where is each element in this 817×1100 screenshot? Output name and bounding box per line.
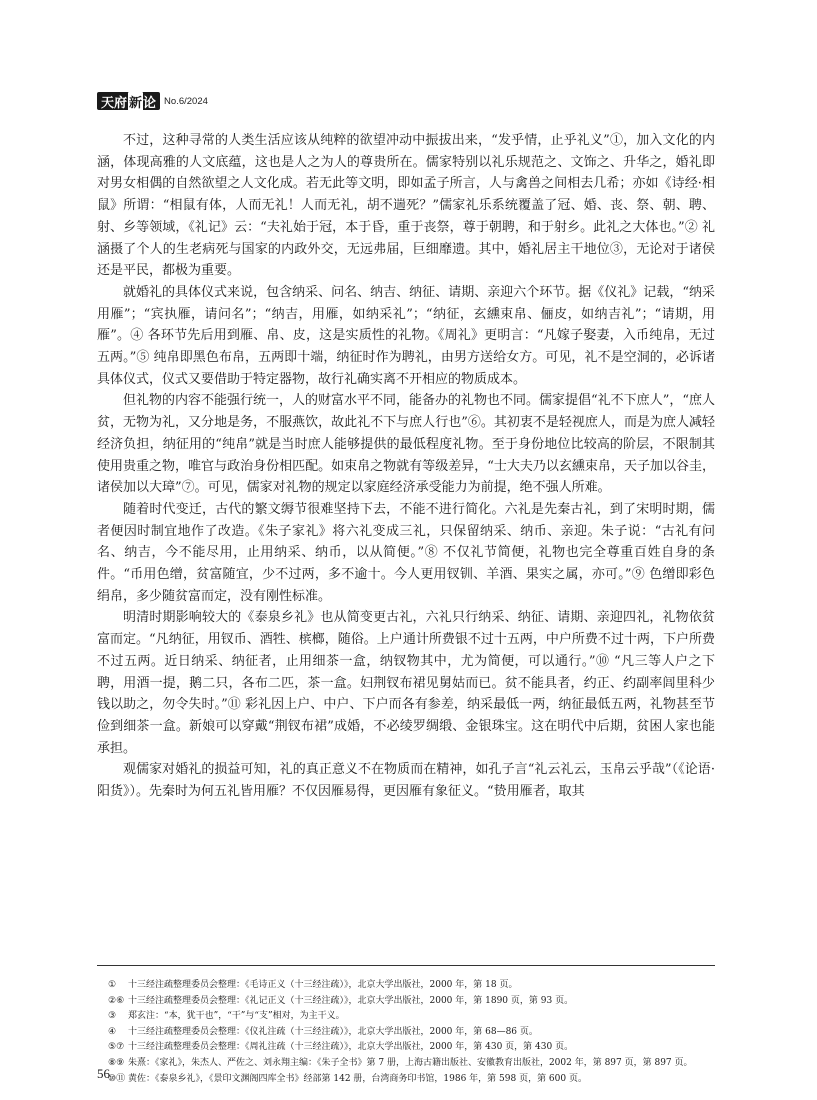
footnote-text: 朱熹：《家礼》，朱杰人、严佐之、刘永翔主编：《朱子全书》第 7 册，上海古籍出版社、安徽教育出版社，2002 年，第 897 页，第 897 页。 [128,1057,693,1068]
footnote-mark: ②⑥ [108,995,125,1006]
article-body [97,130,715,803]
footnote [108,978,713,994]
paragraph: 不过，这种寻常的人类生活应该从纯粹的欲望冲动中振拔出来，“发乎情，止乎礼义”①，加入文化的内涵，体现高雅的人文底蕴，这也是人之为人的尊贵所在。儒家特别以礼乐规范之、文饰之、升华之，婚礼即对男女相偶的自然欲望之人文化成。若无此等文明，即如孟子所言，人与禽兽之间相去几希；亦如《诗经·相鼠》所谓：“相鼠有体，人而无礼！人而无礼，胡不遄死？”儒家礼乐系统覆盖了冠、婚、丧、祭、朝、聘、射、乡等领域，《礼记》云：“夫礼始于冠，本于昏，重于丧祭，尊于朝聘，和于射乡。此礼之大体也。”② 礼涵摄了个人的生老病死与国家的内政外交，无远弗届，巨细靡遗。其中，婚礼居主干地位③，无论对于诸侯还是平民，都极为重要。 [97,133,715,279]
footnote-mark: ③ [108,1011,117,1022]
footnote-mark: ⑧⑨ [108,1057,125,1068]
footnote-mark: ⑩⑪ [108,1073,126,1084]
footnote-text: 郑玄注：“本，犹干也”，“干”与“支”相对，为主干义。 [128,1011,345,1022]
footnote-mark: ④ [108,1026,117,1037]
logo-text-3: 论 [143,95,157,111]
footnote-text: 十三经注疏整理委员会整理：《仪礼注疏（十三经注疏）》，北京大学出版社，2000 年，第 68—86 页。 [128,1026,538,1037]
footnote [108,1056,713,1072]
paragraph: 随着时代变迁，古代的繁文缛节很难坚持下去，不能不进行简化。六礼是先秦古礼，到了宋明时期，儒者便因时制宜地作了改造。《朱子家礼》将六礼变成三礼，只保留纳采、纳币、亲迎。朱子说：“古礼有问名、纳吉，今不能尽用，止用纳采、纳币，以从简便。”⑧ 不仅礼节简便，礼物也完全尊重百姓自身的条件。“币用色缯，贫富随宜，少不过两，多不逾十。今人更用钗钏、羊酒、果实之属，亦可。”⑨ 色缯即彩色绢帛，多少随贫富而定，没有刚性标准。 [97,501,715,604]
footnote-text: 十三经注疏整理委员会整理：《周礼注疏（十三经注疏）》，北京大学出版社，2000 年，第 430 页，第 430 页。 [128,1042,574,1053]
footnote-text: 十三经注疏整理委员会整理：《礼记正义（十三经注疏）》，北京大学出版社，2000 年，第 1890 页，第 93 页。 [128,995,574,1006]
footnote [108,994,713,1010]
footnote [108,1009,713,1025]
footnote-mark: ⑤⑦ [108,1042,125,1053]
issue-number: No.6/2024 [164,95,208,107]
journal-logo [97,92,160,110]
footnote [108,1025,713,1041]
footnote [108,1072,713,1088]
logo-text-1: 天府 [101,95,128,111]
footnote [108,1040,713,1056]
footnote-mark: ① [108,980,117,990]
page-number: 56 [97,1066,110,1081]
footnote-divider [97,965,715,966]
footnote-text: 十三经注疏整理委员会整理：《毛诗正义（十三经注疏）》，北京大学出版社，2000 年，第 18 页。 [128,980,518,990]
paragraph: 明清时期影响较大的《泰泉乡礼》也从简变更古礼，六礼只行纳采、纳征、请期、亲迎四礼，礼物依贫富而定。“凡纳征，用钗币、酒牲、槟榔，随俗。上户通计所费银不过十五两，中户所费不过十两，下户所费不过五两。近日纳采、纳征者，止用细茶一盒，纳钗物其中，尤为简便，可以通行。”⑩ “凡三等人户之下聘，用酒一提，鹅二只，各布二匹，茶一盒。妇荆钗布裙见舅姑而已。贫不能具者，约正、约副率闾里科少钱以助之，勿令失时。”⑪ 彩礼因上户、中户、下户而各有参差，纳采最低一两，纳征最低五两，礼物甚至节俭到细茶一盒。新娘可以穿戴“荆钗布裙”成婚，不必绫罗绸缎、金银珠宝。这在明代中后期，贫困人家也能承担。 [97,610,715,756]
paragraph: 就婚礼的具体仪式来说，包含纳采、问名、纳吉、纳征、请期、亲迎六个环节。据《仪礼》记载，“纳采用雁”；“宾执雁，请问名”；“纳吉，用雁，如纳采礼”；“纳征，玄纁束帛、俪皮，如纳吉礼”；“请期，用雁”。④ 各环节先后用到雁、帛、皮，这是实质性的礼物。《周礼》更明言：“凡嫁子娶妻，入币纯帛，无过五两。”⑤ 纯帛即黑色布帛，五两即十端，纳征时作为聘礼，由男方送给女方。可见，礼不是空洞的，必诉诸具体仪式，仪式又要借助于特定器物，故行礼确实离不开相应的物质成本。 [97,284,715,387]
paragraph: 观儒家对婚礼的损益可知，礼的真正意义不在物质而在精神，如孔子言“礼云礼云，玉帛云乎哉”（《论语·阳货》）。先秦时为何五礼皆用雁？不仅因雁易得，更因雁有象征义。“贽用雁者，取其 [97,762,715,800]
journal-header [97,90,208,112]
paragraph: 但礼物的内容不能强行统一，人的财富水平不同，能备办的礼物也不同。儒家提倡“礼不下庶人”，“庶人贫，无物为礼，又分地是务，不服燕饮，故此礼不下与庶人行也”⑥。其初衷不是轻视庶人，而是为庶人减轻经济负担，纳征用的“纯帛”就是当时庶人能够提供的最低程度礼物。至于身份地位比较高的阶层，不限制其使用贵重之物，唯官与政治身份相匹配。如束帛之物就有等级差异，“士大夫乃以玄纁束帛，天子加以谷圭，诸侯加以大璋”⑦。可见，儒家对礼物的规定以家庭经济承受能力为前提，绝不强人所难。 [97,393,715,496]
logo-text-2: 新 [128,92,143,111]
footnotes [108,978,713,1087]
footnote-text: 黄佐：《泰泉乡礼》，《景印文渊阁四库全书》经部第 142 册，台湾商务印书馆，1986 年，第 598 页，第 600 页。 [128,1073,587,1084]
